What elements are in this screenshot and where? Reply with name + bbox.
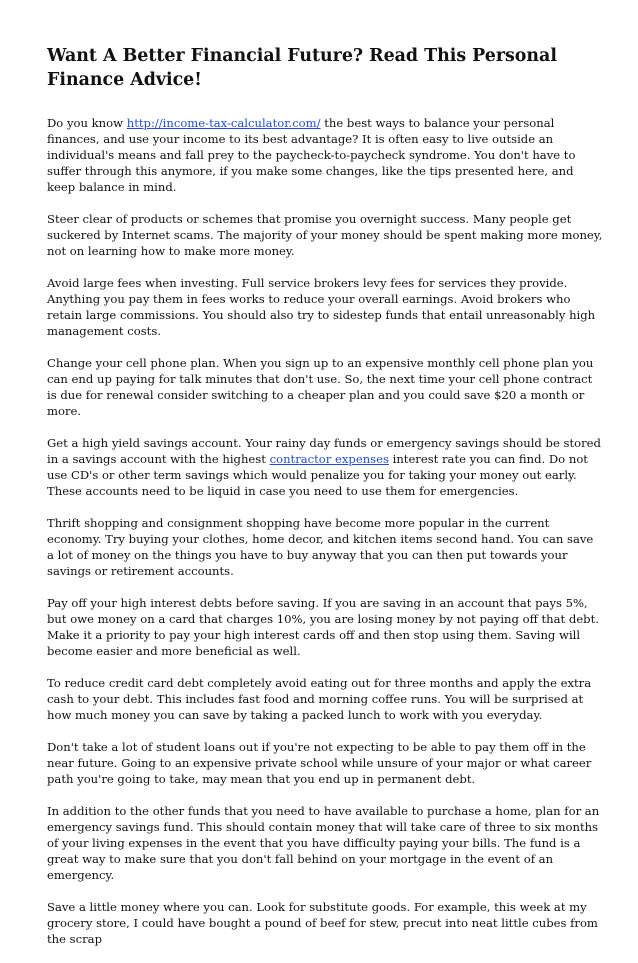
paragraph-text: the best ways to balance your personal finances, and use your income to its best advantage? It is often easy to live outside an individual's means and fall prey to the paycheck-to-paycheck syndrome. You don't have to suffer through this anymore, if you make some changes, like the tips presented here, and keep balance in mind. xyxy=(47,116,576,194)
paragraph-savings-account xyxy=(47,435,603,499)
paragraph-cell-phone-plan: Change your cell phone plan. When you sign up to an expensive monthly cell phone plan you can end up paying for talk minutes that don't use. So, the next time your cell phone contract is due for renewal consider switching to a cheaper plan and you could save $20 a month or more. xyxy=(47,356,594,418)
paragraph-intro xyxy=(47,115,603,195)
paragraph-emergency-fund: In addition to the other funds that you need to have available to purchase a home, plan for an emergency savings fund. This should contain money that will take care of three to six months of your living expenses in the event that you have difficulty paying your bills. The fund is a great way to make sure that you don't fall behind on your mortgage in the event of an emergency. xyxy=(47,804,600,882)
income-tax-calculator-link[interactable]: http://income-tax-calculator.com/ xyxy=(126,116,321,130)
document-title: Want A Better Financial Future? Read This Personal Finance Advice! xyxy=(47,46,557,90)
document-page xyxy=(47,44,603,963)
paragraph-text: interest rate you can find. Do not use CD's or other term savings which would penalize you for taking your money out early. These accounts need to be liquid in case you need to use them for emergencies. xyxy=(47,452,588,498)
paragraph-high-interest-debts: Pay off your high interest debts before saving. If you are saving in an account that pays 5%, but owe money on a card that charges 10%, you are losing money by not paying off that debt. Make it a priority to pay your high interest cards off and then stop using them. Saving will become easier and more beneficial as well. xyxy=(47,596,599,658)
paragraph-investing-fees: Avoid large fees when investing. Full service brokers levy fees for services they provide. Anything you pay them in fees works to reduce your overall earnings. Avoid brokers who retain large commissions. You should also try to sidestep funds that entail unreasonably high management costs. xyxy=(47,276,596,338)
paragraph-overnight-success: Steer clear of products or schemes that promise you overnight success. Many people get suckered by Internet scams. The majority of your money should be spent making more money, not on learning how to make more money. xyxy=(47,212,603,258)
contractor-expenses-link[interactable]: contractor expenses xyxy=(269,452,389,466)
paragraph-credit-card-debt: To reduce credit card debt completely avoid eating out for three months and apply the extra cash to your debt. This includes fast food and morning coffee runs. You will be surprised at how much money you can save by taking a packed lunch to work with you everyday. xyxy=(47,676,592,722)
paragraph-text: Do you know xyxy=(47,116,127,130)
paragraph-thrift-shopping: Thrift shopping and consignment shopping have become more popular in the current economy. Try buying your clothes, home decor, and kitchen items second hand. You can save a lot of money on the things you have to buy anyway that you can then put towards your savings or retirement accounts. xyxy=(47,516,594,578)
paragraph-student-loans: Don't take a lot of student loans out if you're not expecting to be able to pay them off in the near future. Going to an expensive private school while unsure of your major or what career path you're going to take, may mean that you end up in permanent debt. xyxy=(47,740,592,786)
paragraph-text: Get a high yield savings account. Your rainy day funds or emergency savings should be stored in a savings account with the highest xyxy=(47,436,601,466)
paragraph-substitute-goods: Save a little money where you can. Look for substitute goods. For example, this week at my grocery store, I could have bought a pound of beef for stew, precut into neat little cubes from the scrap xyxy=(47,900,598,946)
